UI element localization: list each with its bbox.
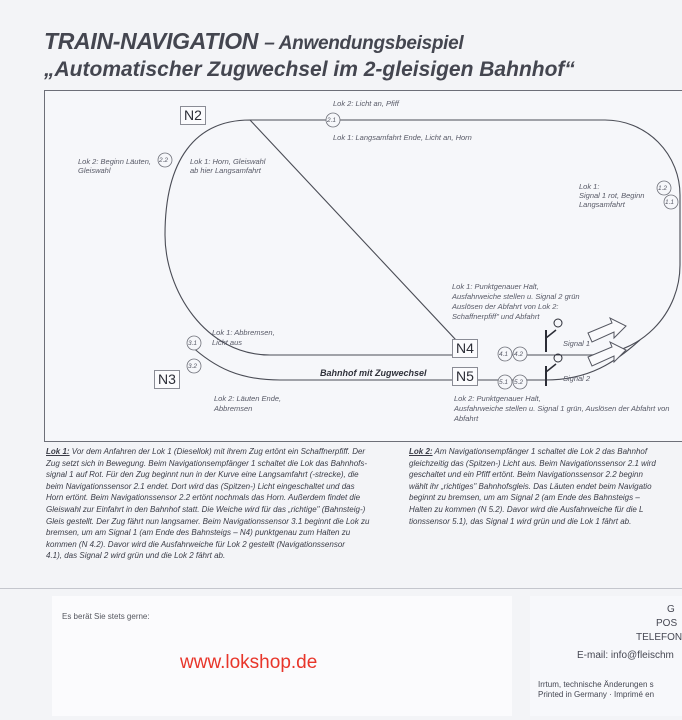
signal-2-label: Signal 2 [563,374,591,383]
annotation: Abfahrt [454,414,479,423]
contact-label: Es berät Sie stets gerne: [62,612,150,621]
sensor-label: 4.2 [514,351,524,358]
sensor-label: 2.1 [327,117,337,124]
text-line: Vor dem Anfahren der Lok 1 (Diesellok) mit ihrem Zug ertönt ein Schaffnerpfiff. Der [69,447,366,456]
text-line: signal 1 auf Rot. Für den Zug beginnt nun in der Kurve eine Langsamfahrt (-strecke), die [46,470,359,480]
fineprint: Irrtum, technische Änderungen s [538,680,654,689]
annotation: Licht aus [212,338,243,347]
annotation: Ausfahrweiche stellen u. Signal 2 grün [452,292,580,301]
text-column-lok2 [409,446,682,527]
text-line: Horn ertönt. Beim Navigationssensor 2.2 ertönt nochmals das Horn. Außerdem findet die [46,493,361,503]
annotation: Lok 2: Punktgenauer Halt, [454,394,541,403]
lok2-heading: Lok 2: [409,447,433,456]
text-line: kommen (N 4.2). Davor wird die Ausfahrweiche für Lok 2 gestellt (Navigationssensor [46,539,345,549]
text-line: beginnt zu bremsen, um am Signal 2 (am Ende des Bahnsteigs – [409,493,640,503]
signal-1-post [546,319,562,352]
arrow-icon [588,342,626,366]
text-column-lok1 [46,446,401,562]
annotation: Lok 2: Licht an, Pfiff [333,99,399,108]
title-suffix: – Anwendungsbeispiel [264,33,464,54]
station-label: Bahnhof mit Zugwechsel [320,368,427,378]
annotation: Signal 1 rot, Beginn [579,191,645,200]
text-line: geschaltet und ein Pfiff ertönt. Beim Navigationssensor 2.2 beginn [409,470,643,480]
annotation: Auslösen der Abfahrt von Lok 2: [452,302,559,311]
sensor-label: 1.1 [665,199,675,206]
text-line: Gleiswahl zur Einfahrt in den Bahnhof statt. Die Weiche wird für das „richtige" (Bahnsteig-) [46,504,366,514]
address-line: TELEFON [636,632,682,643]
signal-2-post [546,354,562,386]
node-n5: N5 [452,367,478,386]
text-line: tionssensor 5.1), das Signal 1 wird grün und die Lok 1 fährt ab. [409,516,632,526]
annotation: Lok 1: Langsamfahrt Ende, Licht an, Horn [333,133,472,142]
sensor-label: 2.2 [159,157,169,164]
annotation: Gleiswahl [78,166,111,175]
annotation: Lok 1: Horn, Gleiswahl [190,157,266,166]
sensor-label: 5.2 [514,379,524,386]
annotation: Ausfahrweiche stellen u. Signal 1 grün, Auslösen der Abfahrt von [454,404,670,413]
text-line: Halten zu kommen (N 5.2). Davor wird die Ausfahrweiche für die L [409,504,644,514]
text-line: gleichzeitig das (Spitzen-) Licht aus. Beim Navigationssensor 2.1 wird [409,458,656,468]
text-line: wählt ihr „richtiges" Bahnhofsgleis. Das Läuten endet beim Navigatio [409,481,652,491]
sensor-label: 5.1 [499,379,509,386]
node-n4: N4 [452,339,478,358]
text-line: 4.1), das Signal 2 wird grün und die Lok 2 fährt ab. [46,551,226,561]
sensor-label: 3.1 [188,340,198,347]
signal-1-label: Signal 1 [563,339,591,348]
sensor-label: 3.2 [188,363,198,370]
annotation: Abbremsen [214,404,253,413]
sensor-label: 4.1 [499,351,509,358]
text-line: Am Navigationsempfänger 1 schaltet die Lok 2 das Bahnhof [432,447,648,456]
fineprint: Printed in Germany · Imprimé en [538,690,655,699]
text-line: bremsen, um am Signal 1 (am Ende des Bahnsteigs – N4) punktgenau zum Halten zu [46,528,351,538]
annotation: Lok 1: Punktgenauer Halt, [452,282,539,291]
email-line[interactable]: E-mail: info@fleischm [577,650,674,661]
text-line: Zug setzt sich in Bewegung. Beim Navigationsempfänger 1 schaltet die Lok das Bahnhofs- [46,458,368,468]
shop-url[interactable]: www.lokshop.de [180,652,318,673]
annotation: Lok 1: Abbremsen, [212,328,275,337]
section-divider [0,588,682,589]
title-main: TRAIN-NAVIGATION [44,28,259,54]
node-n2: N2 [180,106,206,125]
page-subtitle: „Automatischer Zugwechsel im 2-gleisigen Bahnhof“ [44,58,575,81]
address-line: POS [656,618,678,629]
text-line: Gleis gestellt. Der Zug fährt nun langsamer. Beim Navigationssensor 3.1 beginnt die Lok zu [46,516,370,526]
annotation: Langsamfahrt [579,200,625,209]
sensor-label: 1.2 [658,185,668,192]
lok1-heading: Lok 1: [46,447,70,456]
text-line: beim Navigationssensor 2.1 endet. Dort wird das (Spitzen-) Licht eingeschaltet und das [46,481,355,491]
annotation: Lok 2: Beginn Läuten, [78,157,151,166]
address-line: G [667,604,675,615]
node-n3: N3 [154,370,180,389]
annotation: ab hier Langsamfahrt [190,166,261,175]
arrow-icon [588,318,626,342]
track-outer-loop [165,120,680,355]
annotation: Lok 1: [579,182,600,191]
annotation: Lok 2: Läuten Ende, [214,394,282,403]
annotation: Schaffnerpfiff" und Abfahrt [452,312,540,321]
